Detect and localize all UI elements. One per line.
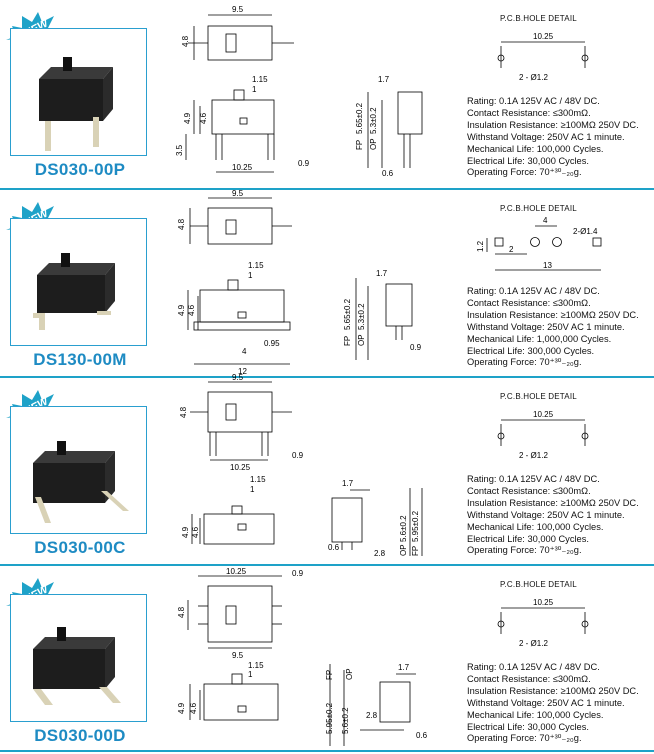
svg-text:4.6: 4.6 xyxy=(191,526,200,538)
svg-text:1.15: 1.15 xyxy=(252,75,268,84)
svg-text:10.25: 10.25 xyxy=(230,463,251,472)
svg-text:10.25: 10.25 xyxy=(533,32,554,41)
product-photo xyxy=(10,28,147,156)
svg-text:0.9: 0.9 xyxy=(292,451,304,460)
svg-text:5.95±0.2: 5.95±0.2 xyxy=(325,702,334,734)
svg-text:0.6: 0.6 xyxy=(416,731,428,740)
model-name: DS030-00P xyxy=(34,160,126,179)
svg-text:1.7: 1.7 xyxy=(398,663,410,672)
svg-text:FP: FP xyxy=(355,139,364,150)
spec-list: Rating: 0.1A 125V AC / 48V DC. Contact Resistance: ≤300mΩ. Insulation Resistance: ≥100MΩ 250V DC. Withstand Voltage: 250V AC 1 minute. Mechanical Life: 100,000 Cycles. Electrical Life: 30,000 Cycles. Operating Force: 70⁺³⁰₋₂₀g. xyxy=(467,96,639,178)
pcb-title: P.C.B.HOLE DETAIL xyxy=(500,392,577,401)
svg-text:4: 4 xyxy=(242,347,247,356)
svg-text:13: 13 xyxy=(543,261,552,270)
svg-text:1.15: 1.15 xyxy=(250,475,266,484)
svg-text:4.9: 4.9 xyxy=(177,304,186,316)
svg-text:5.6±0.2: 5.6±0.2 xyxy=(399,515,408,542)
spec-list: Rating: 0.1A 125V AC / 48V DC. Contact Resistance: ≤300mΩ. Insulation Resistance: ≥100MΩ 250V DC. Withstand Voltage: 250V AC 1 minute. Mechanical Life: 100,000 Cycles. Electrical Life: 30,000 Cycles. Operating Force: 70⁺³⁰₋₂₀g. xyxy=(467,474,639,556)
svg-text:4.8: 4.8 xyxy=(179,406,188,418)
switch-photo-icon xyxy=(11,407,146,533)
switch-photo-icon xyxy=(11,595,146,721)
svg-text:2.8: 2.8 xyxy=(374,549,386,558)
product-row xyxy=(0,566,654,754)
svg-text:4.9: 4.9 xyxy=(177,702,186,714)
row-divider xyxy=(0,750,654,752)
svg-text:12: 12 xyxy=(238,367,247,376)
dimension-drawing xyxy=(170,566,440,754)
svg-text:5.3±0.2: 5.3±0.2 xyxy=(357,303,366,330)
pcb-hole-diagram xyxy=(465,212,650,282)
svg-text:1.15: 1.15 xyxy=(248,261,264,270)
switch-photo-icon xyxy=(11,219,146,345)
svg-text:4.8: 4.8 xyxy=(177,606,186,618)
svg-text:OP: OP xyxy=(399,544,408,556)
svg-text:2 - Ø1.2: 2 - Ø1.2 xyxy=(519,451,548,460)
spec-list: Rating: 0.1A 125V AC / 48V DC. Contact Resistance: ≤300mΩ. Insulation Resistance: ≥100MΩ 250V DC. Withstand Voltage: 250V AC 1 minute. Mechanical Life: 100,000 Cycles. Electrical Life: 30,000 Cycles. Operating Force: 70⁺³⁰₋₂₀g. xyxy=(467,662,639,744)
svg-text:1.7: 1.7 xyxy=(378,75,390,84)
svg-text:0.9: 0.9 xyxy=(410,343,422,352)
svg-text:1: 1 xyxy=(252,85,257,94)
svg-text:10.25: 10.25 xyxy=(533,598,554,607)
spec-list: Rating: 0.1A 125V AC / 48V DC. Contact Resistance: ≤300mΩ. Insulation Resistance: ≥100MΩ 250V DC. Withstand Voltage: 250V AC 1 minute. Mechanical Life: 1,000,000 Cycles. Electrical Life: 300,000 Cycles. Operating Force: 70⁺³⁰₋₂₀g. xyxy=(467,286,639,368)
svg-text:1: 1 xyxy=(248,271,253,280)
product-photo xyxy=(10,218,147,346)
svg-text:9.5: 9.5 xyxy=(232,5,244,14)
svg-text:9.5: 9.5 xyxy=(232,189,244,198)
svg-text:FP: FP xyxy=(325,669,334,680)
pcb-hole-diagram xyxy=(465,588,650,658)
svg-text:1: 1 xyxy=(248,670,253,679)
svg-text:4.8: 4.8 xyxy=(181,35,190,47)
model-name: DS130-00M xyxy=(33,350,127,369)
svg-text:0.6: 0.6 xyxy=(382,169,394,178)
svg-text:5.65±0.2: 5.65±0.2 xyxy=(343,298,352,330)
svg-text:5.3±0.2: 5.3±0.2 xyxy=(369,107,378,134)
model-name: DS030-00D xyxy=(34,726,126,745)
svg-text:5.95±0.2: 5.95±0.2 xyxy=(411,510,420,542)
dimension-drawing xyxy=(170,190,440,378)
pcb-title: P.C.B.HOLE DETAIL xyxy=(500,580,577,589)
pcb-hole-diagram xyxy=(465,400,650,470)
switch-photo-icon xyxy=(11,29,146,155)
product-row xyxy=(0,190,654,378)
svg-text:10.25: 10.25 xyxy=(232,163,253,172)
svg-text:5.6±0.2: 5.6±0.2 xyxy=(341,707,350,734)
svg-text:OP: OP xyxy=(357,334,366,346)
svg-text:2-Ø1.4: 2-Ø1.4 xyxy=(573,227,598,236)
svg-text:FP: FP xyxy=(411,545,420,556)
product-row xyxy=(0,0,654,188)
product-photo xyxy=(10,406,147,534)
svg-text:4.6: 4.6 xyxy=(187,304,196,316)
svg-text:4: 4 xyxy=(543,216,548,225)
pcb-hole-diagram xyxy=(465,22,650,92)
svg-text:1.2: 1.2 xyxy=(476,240,485,252)
svg-text:4.8: 4.8 xyxy=(177,218,186,230)
dimension-drawing xyxy=(170,373,440,566)
pcb-title: P.C.B.HOLE DETAIL xyxy=(500,14,577,23)
svg-text:OP: OP xyxy=(345,668,354,680)
svg-text:4.9: 4.9 xyxy=(181,526,190,538)
svg-text:10.25: 10.25 xyxy=(226,567,247,576)
svg-text:4.6: 4.6 xyxy=(199,112,208,124)
svg-text:9.5: 9.5 xyxy=(232,373,244,382)
svg-text:1.7: 1.7 xyxy=(376,269,388,278)
svg-text:2 - Ø1.2: 2 - Ø1.2 xyxy=(519,639,548,648)
svg-text:0.9: 0.9 xyxy=(298,159,310,168)
svg-text:10.25: 10.25 xyxy=(533,410,554,419)
svg-text:0.6: 0.6 xyxy=(328,543,340,552)
svg-text:OP: OP xyxy=(369,138,378,150)
svg-text:0.95: 0.95 xyxy=(264,339,280,348)
svg-text:4.6: 4.6 xyxy=(189,702,198,714)
svg-text:9.5: 9.5 xyxy=(232,651,244,660)
product-row xyxy=(0,373,654,566)
model-name: DS030-00C xyxy=(34,538,126,557)
svg-text:1: 1 xyxy=(250,485,255,494)
dimension-drawing xyxy=(170,0,440,188)
pcb-title: P.C.B.HOLE DETAIL xyxy=(500,204,577,213)
svg-text:FP: FP xyxy=(343,335,352,346)
product-photo xyxy=(10,594,147,722)
svg-text:5.65±0.2: 5.65±0.2 xyxy=(355,102,364,134)
svg-text:2: 2 xyxy=(509,245,514,254)
svg-text:1.15: 1.15 xyxy=(248,661,264,670)
svg-text:0.9: 0.9 xyxy=(292,569,304,578)
svg-text:3.5: 3.5 xyxy=(175,144,184,156)
svg-text:2 - Ø1.2: 2 - Ø1.2 xyxy=(519,73,548,82)
svg-text:4.9: 4.9 xyxy=(183,112,192,124)
svg-text:2.8: 2.8 xyxy=(366,711,378,720)
svg-text:1.7: 1.7 xyxy=(342,479,354,488)
